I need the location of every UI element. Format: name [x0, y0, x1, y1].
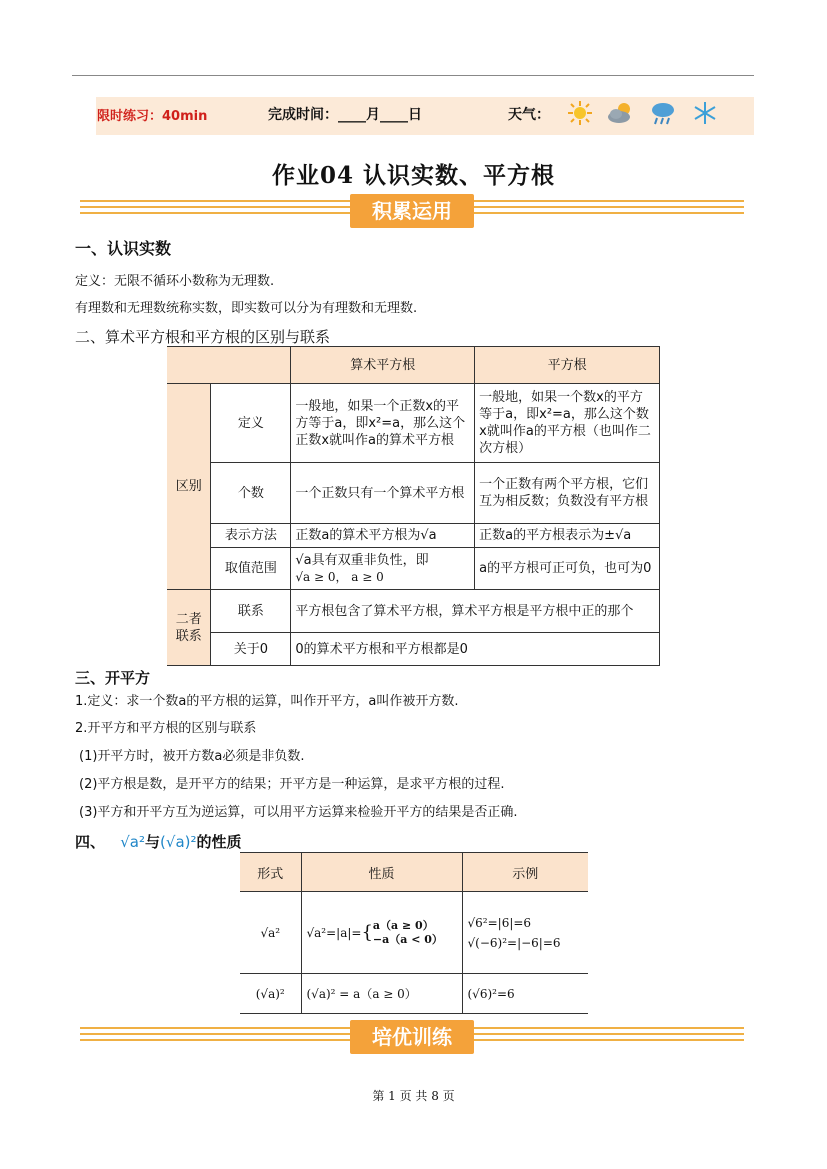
range-arith-line2: √a ≥ 0， a ≥ 0 — [295, 569, 384, 584]
comparison-table — [167, 346, 660, 666]
example1-line1: √6²=|6|=6 — [467, 915, 532, 930]
cell-example-row2: (√6)²=6 — [462, 974, 588, 1014]
cell-def-arith: 一般地，如果一个正数x的平方等于a，即x²=a，那么这个正数x就叫作a的算术平方根 — [291, 384, 475, 463]
cloudy-icon — [606, 99, 636, 127]
section1-definition: 定义：无限不循环小数称为无理数. — [75, 274, 275, 289]
prop1-lhs: √a²=|a|= — [306, 925, 362, 940]
banner-advanced: 培优训练 — [350, 1020, 474, 1054]
cell-notation-sqrt: 正数a的平方根表示为±√a — [475, 524, 660, 548]
col-header-example: 示例 — [462, 853, 588, 892]
snow-icon — [690, 99, 720, 127]
col-header-property: 性质 — [301, 853, 462, 892]
section3-line5: (3)平方和开平方互为逆运算，可以用平方运算来检验开平方的结果是否正确. — [79, 805, 518, 820]
section2-heading: 二、算术平方根和平方根的区别与联系 — [75, 328, 331, 346]
cell-link-text: 平方根包含了算术平方根，算术平方根是平方根中正的那个 — [291, 590, 660, 633]
section4-heading-suffix: 的性质 — [196, 833, 242, 851]
cell-form-row1: √a² — [240, 892, 301, 974]
group-link: 二者联系 — [167, 590, 211, 666]
cell-def-sqrt: 一般地，如果一个数x的平方等于a，即x²=a，那么这个数x就叫作a的平方根（也叫作二次方根） — [475, 384, 660, 463]
row-label-definition: 定义 — [211, 384, 291, 463]
heading-formula-2: (√a)² — [160, 833, 197, 851]
col-header-sqrt: 平方根 — [475, 347, 660, 384]
section3-line4: (2)平方根是数，是开平方的结果；开平方是一种运算，是求平方根的过程. — [79, 777, 505, 792]
range-arith-line1: √a具有双重非负性，即 — [295, 552, 429, 568]
row-label-range: 取值范围 — [211, 548, 291, 590]
cell-notation-arith: 正数a的算术平方根为√a — [291, 524, 475, 548]
col-header-arith: 算术平方根 — [291, 347, 475, 384]
cell-prop-row2: (√a)² = a（a ≥ 0） — [301, 974, 462, 1014]
section3-heading: 三、开平方 — [75, 669, 151, 687]
rain-icon — [648, 99, 678, 127]
row-label-zero: 关于0 — [211, 633, 291, 666]
row-label-count: 个数 — [211, 463, 291, 524]
cell-prop-row1 — [301, 892, 462, 974]
cell-form-row2: (√a)² — [240, 974, 301, 1014]
weather-label: 天气： — [508, 107, 550, 123]
example1-line2: √(−6)²=|−6|=6 — [467, 935, 561, 950]
time-limit: 限时练习：40min — [97, 109, 208, 124]
section4-heading — [75, 831, 242, 852]
properties-table — [240, 852, 588, 1014]
heading-formula-1: √a² — [120, 833, 146, 851]
cell-range-arith — [291, 548, 475, 590]
cell-range-sqrt: a的平方根可正可负，也可为0 — [475, 548, 660, 590]
section3-line2: 2.开平方和平方根的区别与联系 — [75, 721, 257, 736]
cell-count-arith: 一个正数只有一个算术平方根 — [291, 463, 475, 524]
row-label-link: 联系 — [211, 590, 291, 633]
section3-line3: (1)开平方时，被开方数a必须是非负数. — [79, 749, 305, 764]
row-label-notation: 表示方法 — [211, 524, 291, 548]
header-divider — [72, 75, 754, 76]
section1-line2: 有理数和无理数统称实数，即实数可以分为有理数和无理数. — [75, 301, 418, 316]
sun-icon — [565, 99, 595, 127]
section4-heading-prefix: 四、 — [75, 833, 106, 851]
prop1-case1: a（a ≥ 0） — [372, 918, 434, 932]
cell-example-row1 — [462, 892, 588, 974]
brace-icon: { — [361, 921, 373, 943]
completion-time: 完成时间：____月____日 — [268, 107, 422, 123]
page-title: 作业04 认识实数、平方根 — [271, 162, 555, 189]
prop1-case2: −a（a < 0） — [372, 932, 443, 946]
table-corner — [167, 347, 291, 384]
col-header-form: 形式 — [240, 853, 301, 892]
banner-accumulate: 积累运用 — [350, 194, 474, 228]
page-number: 第 1 页 共 8 页 — [372, 1089, 455, 1103]
section1-heading: 一、认识实数 — [75, 239, 172, 258]
cell-count-sqrt: 一个正数有两个平方根，它们互为相反数；负数没有平方根 — [475, 463, 660, 524]
section4-heading-mid: 与 — [145, 833, 161, 851]
cell-zero-text: 0的算术平方根和平方根都是0 — [291, 633, 660, 666]
section3-line1: 1.定义：求一个数a的平方根的运算，叫作开平方，a叫作被开方数. — [75, 694, 459, 709]
group-difference: 区别 — [167, 384, 211, 590]
